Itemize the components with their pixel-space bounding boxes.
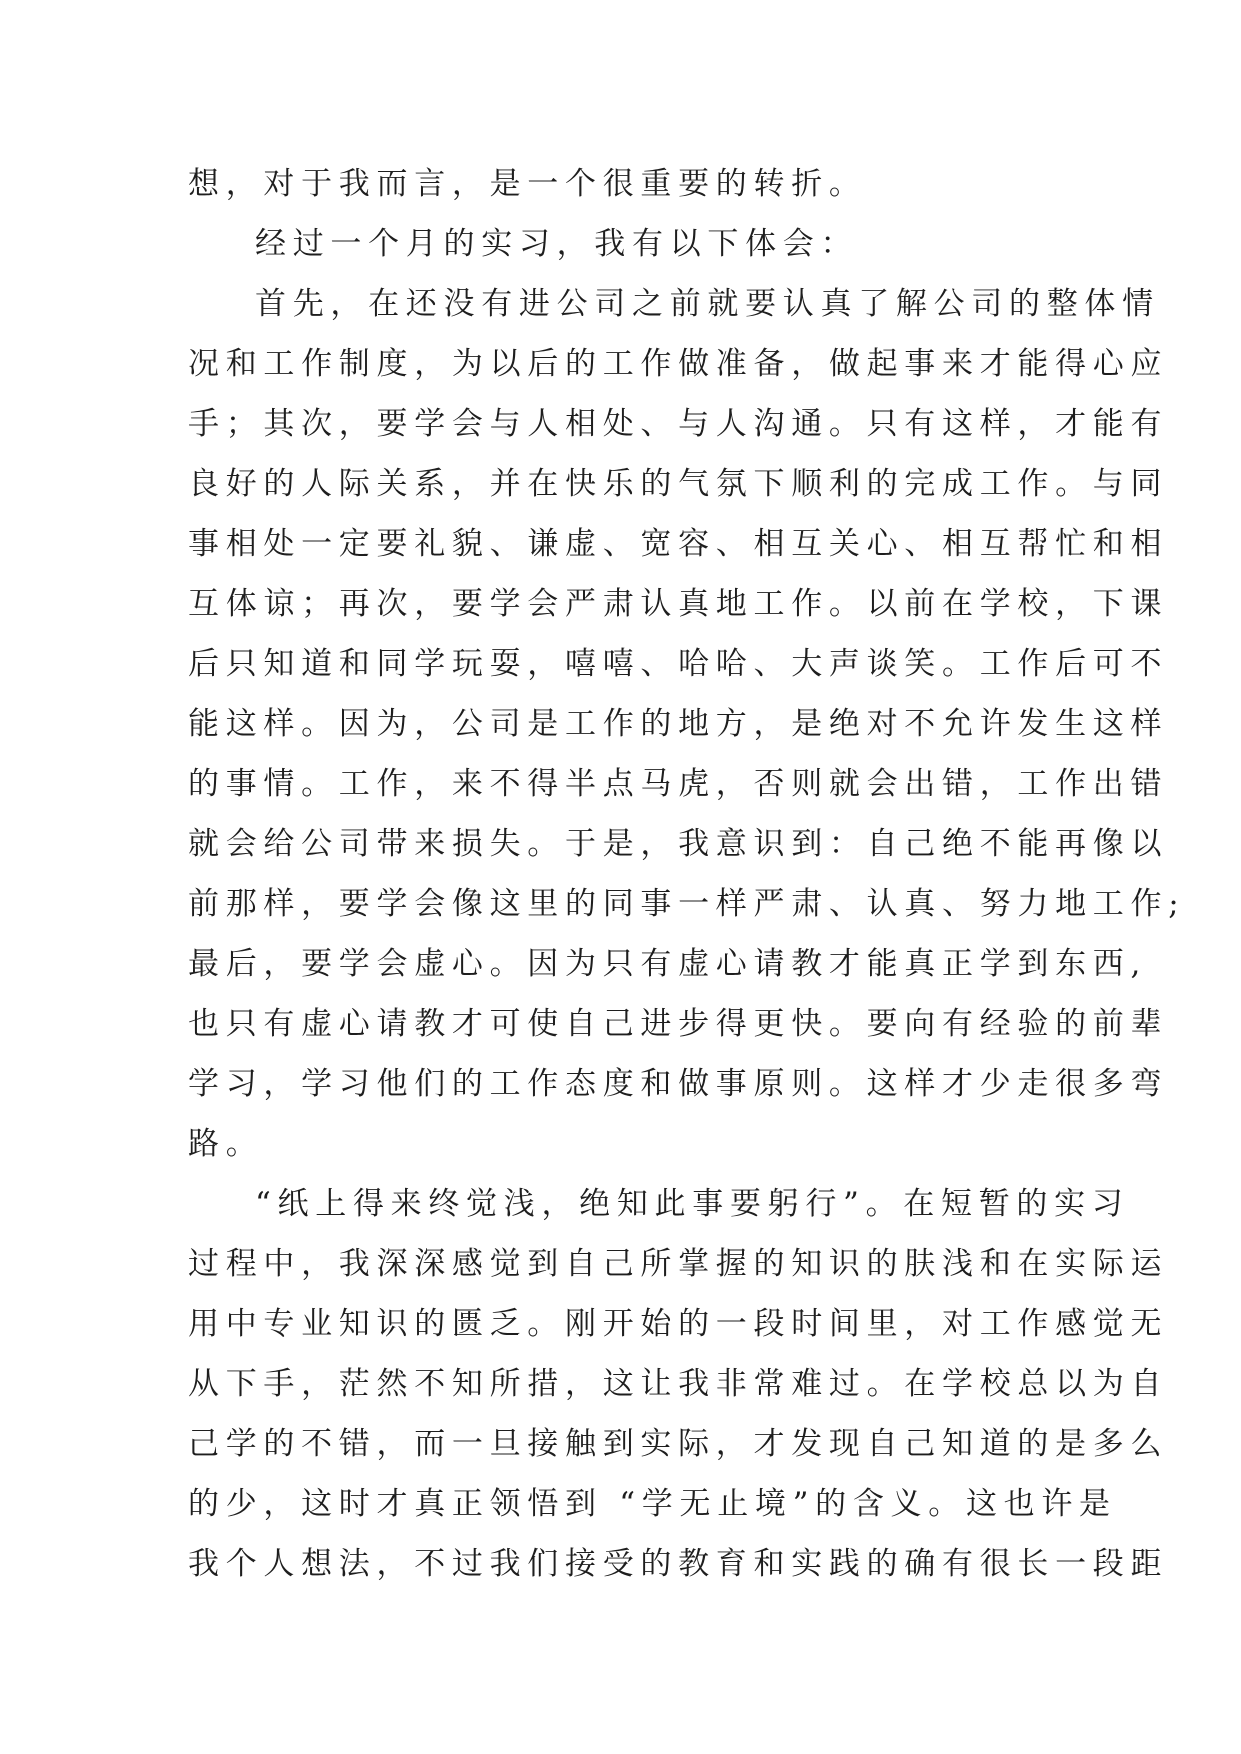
text-line: 学习，学习他们的工作态度和做事原则。这样才少走很多弯 [188, 1066, 1169, 1102]
text-line: 能这样。因为，公司是工作的地方，是绝对不允许发生这样 [188, 706, 1169, 742]
text-line: 况和工作制度，为以后的工作做准备，做起事来才能得心应 [188, 346, 1169, 382]
text-line: 就会给公司带来损失。于是，我意识到：自己绝不能再像以 [188, 826, 1169, 862]
text-line: 后只知道和同学玩耍，嘻嘻、哈哈、大声谈笑。工作后可不 [188, 646, 1169, 682]
text-line: 路。 [188, 1126, 264, 1162]
text-line: 事相处一定要礼貌、谦虚、宽容、相互关心、相互帮忙和相 [188, 526, 1169, 562]
text-line: 前那样，要学会像这里的同事一样严肃、认真、努力地工作; [188, 886, 1186, 922]
text-line: 互体谅；再次，要学会严肃认真地工作。以前在学校，下课 [188, 586, 1169, 622]
text-line: 我个人想法，不过我们接受的教育和实践的确有很长一段距 [188, 1546, 1169, 1582]
text-line: 的事情。工作，来不得半点马虎，否则就会出错，工作出错 [188, 766, 1169, 802]
body-text [188, 154, 1186, 1594]
text-line: 想，对于我而言，是一个很重要的转折。 [188, 166, 867, 202]
text-line: 手；其次，要学会与人相处、与人沟通。只有这样，才能有 [188, 406, 1169, 442]
paragraph-start-line: 首先，在还没有进公司之前就要认真了解公司的整体情 [255, 286, 1160, 322]
text-line: 良好的人际关系，并在快乐的气氛下顺利的完成工作。与同 [188, 466, 1169, 502]
paragraph-start-line: “纸上得来终觉浅，绝知此事要躬行”。在短暂的实习 [255, 1186, 1130, 1222]
text-line: 从下手，茫然不知所措，这让我非常难过。在学校总以为自 [188, 1366, 1169, 1402]
text-line: 用中专业知识的匮乏。刚开始的一段时间里，对工作感觉无 [188, 1306, 1169, 1342]
text-line: 的少，这时才真正领悟到 “学无止境”的含义。这也许是 [188, 1486, 1117, 1522]
paragraph-start-line: 经过一个月的实习，我有以下体会： [255, 226, 859, 262]
text-line: 过程中，我深深感觉到自己所掌握的知识的肤浅和在实际运 [188, 1246, 1169, 1282]
text-line: 也只有虚心请教才可使自己进步得更快。要向有经验的前辈 [188, 1006, 1169, 1042]
text-line: 最后，要学会虚心。因为只有虚心请教才能真正学到东西, [188, 946, 1148, 982]
text-line: 己学的不错，而一旦接触到实际，才发现自己知道的是多么 [188, 1426, 1169, 1462]
